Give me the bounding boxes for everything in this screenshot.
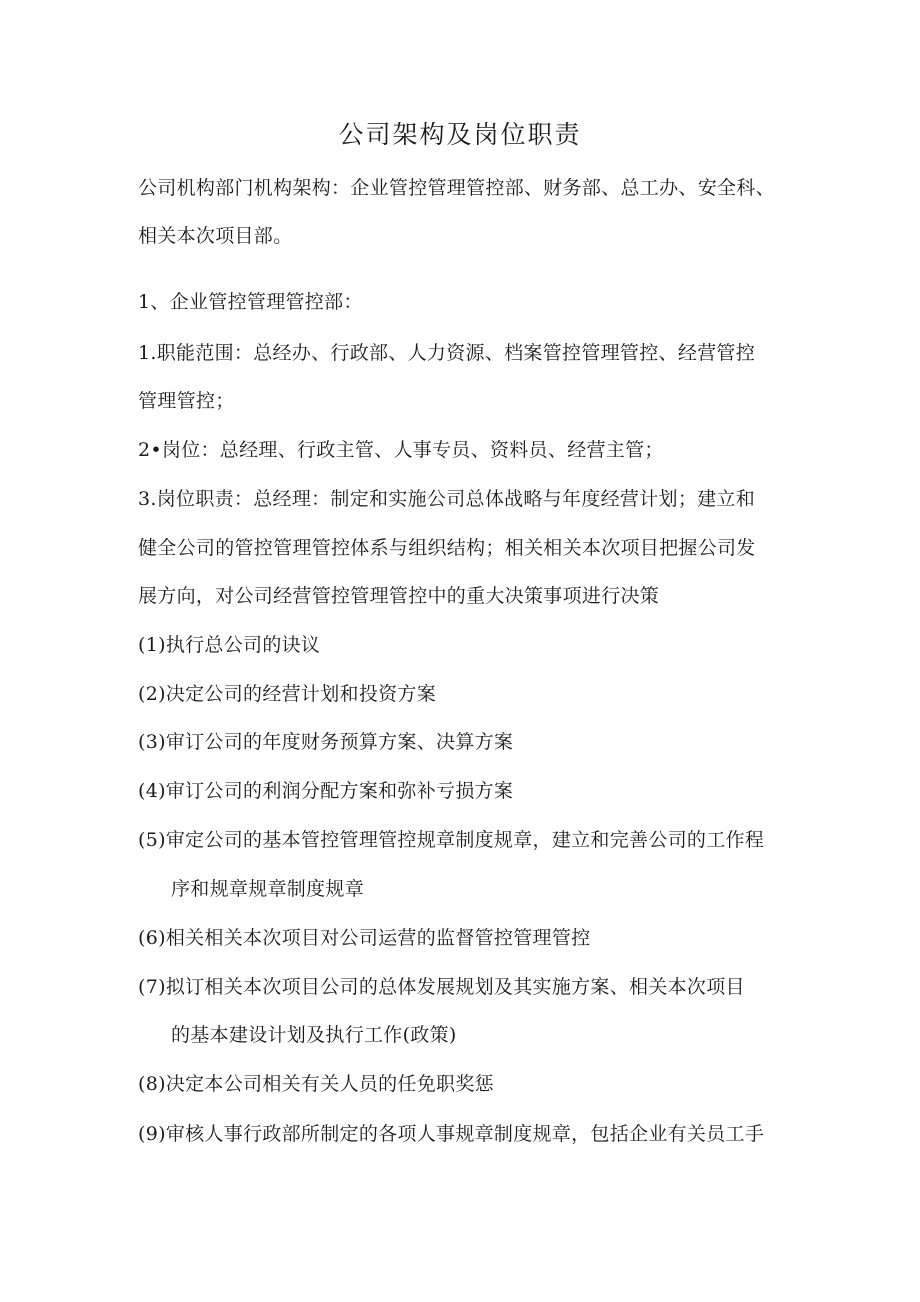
list-item-5-cont: 序和规章规章制度规章	[171, 878, 365, 900]
duties-line-1: 3.岗位职责：总经理：制定和实施公司总体战略与年度经营计划；建立和	[138, 488, 756, 510]
page-title: 公司架构及岗位职责	[338, 120, 582, 149]
list-item-4: (4)审订公司的利润分配方案和弥补亏损方案	[138, 780, 514, 802]
list-item-8: (8)决定本公司相关有关人员的任免职奖惩	[138, 1073, 494, 1095]
intro-line-1: 公司机构部门机构架构：企业管控管理管控部、财务部、总工办、安全科、	[138, 177, 775, 199]
scope-line-1: 1.职能范围：总经办、行政部、人力资源、档案管控管理管控、经营管控	[138, 342, 756, 364]
list-item-6: (6)相关相关本次项目对公司运营的监督管控管理管控	[138, 927, 591, 949]
list-item-5: (5)审定公司的基本管控管理管控规章制度规章，建立和完善公司的工作程	[138, 829, 765, 851]
list-item-3: (3)审订公司的年度财务预算方案、决算方案	[138, 731, 514, 753]
section-heading: 1、企业管控管理管控部：	[138, 291, 363, 313]
positions-line: 2•岗位：总经理、行政主管、人事专员、资料员、经营主管；	[138, 439, 664, 461]
intro-line-2: 相关本次项目部。	[138, 225, 293, 247]
duties-line-2: 健全公司的管控管理管控体系与组织结构；相关相关本次项目把握公司发	[138, 537, 756, 559]
list-item-1: (1)执行总公司的诀议	[138, 634, 321, 656]
list-item-7-cont: 的基本建设计划及执行工作(政策)	[171, 1024, 457, 1046]
scope-line-2: 管理管控；	[138, 390, 235, 412]
list-item-2: (2)决定公司的经营计划和投资方案	[138, 683, 437, 705]
list-item-7: (7)拟订相关本次项目公司的总体发展规划及其实施方案、相关本次项目	[138, 976, 745, 998]
duties-line-3: 展方向，对公司经营管控管理管控中的重大决策事项进行决策	[138, 585, 660, 607]
list-item-9: (9)审核人事行政部所制定的各项人事规章制度规章，包括企业有关员工手	[138, 1123, 765, 1145]
